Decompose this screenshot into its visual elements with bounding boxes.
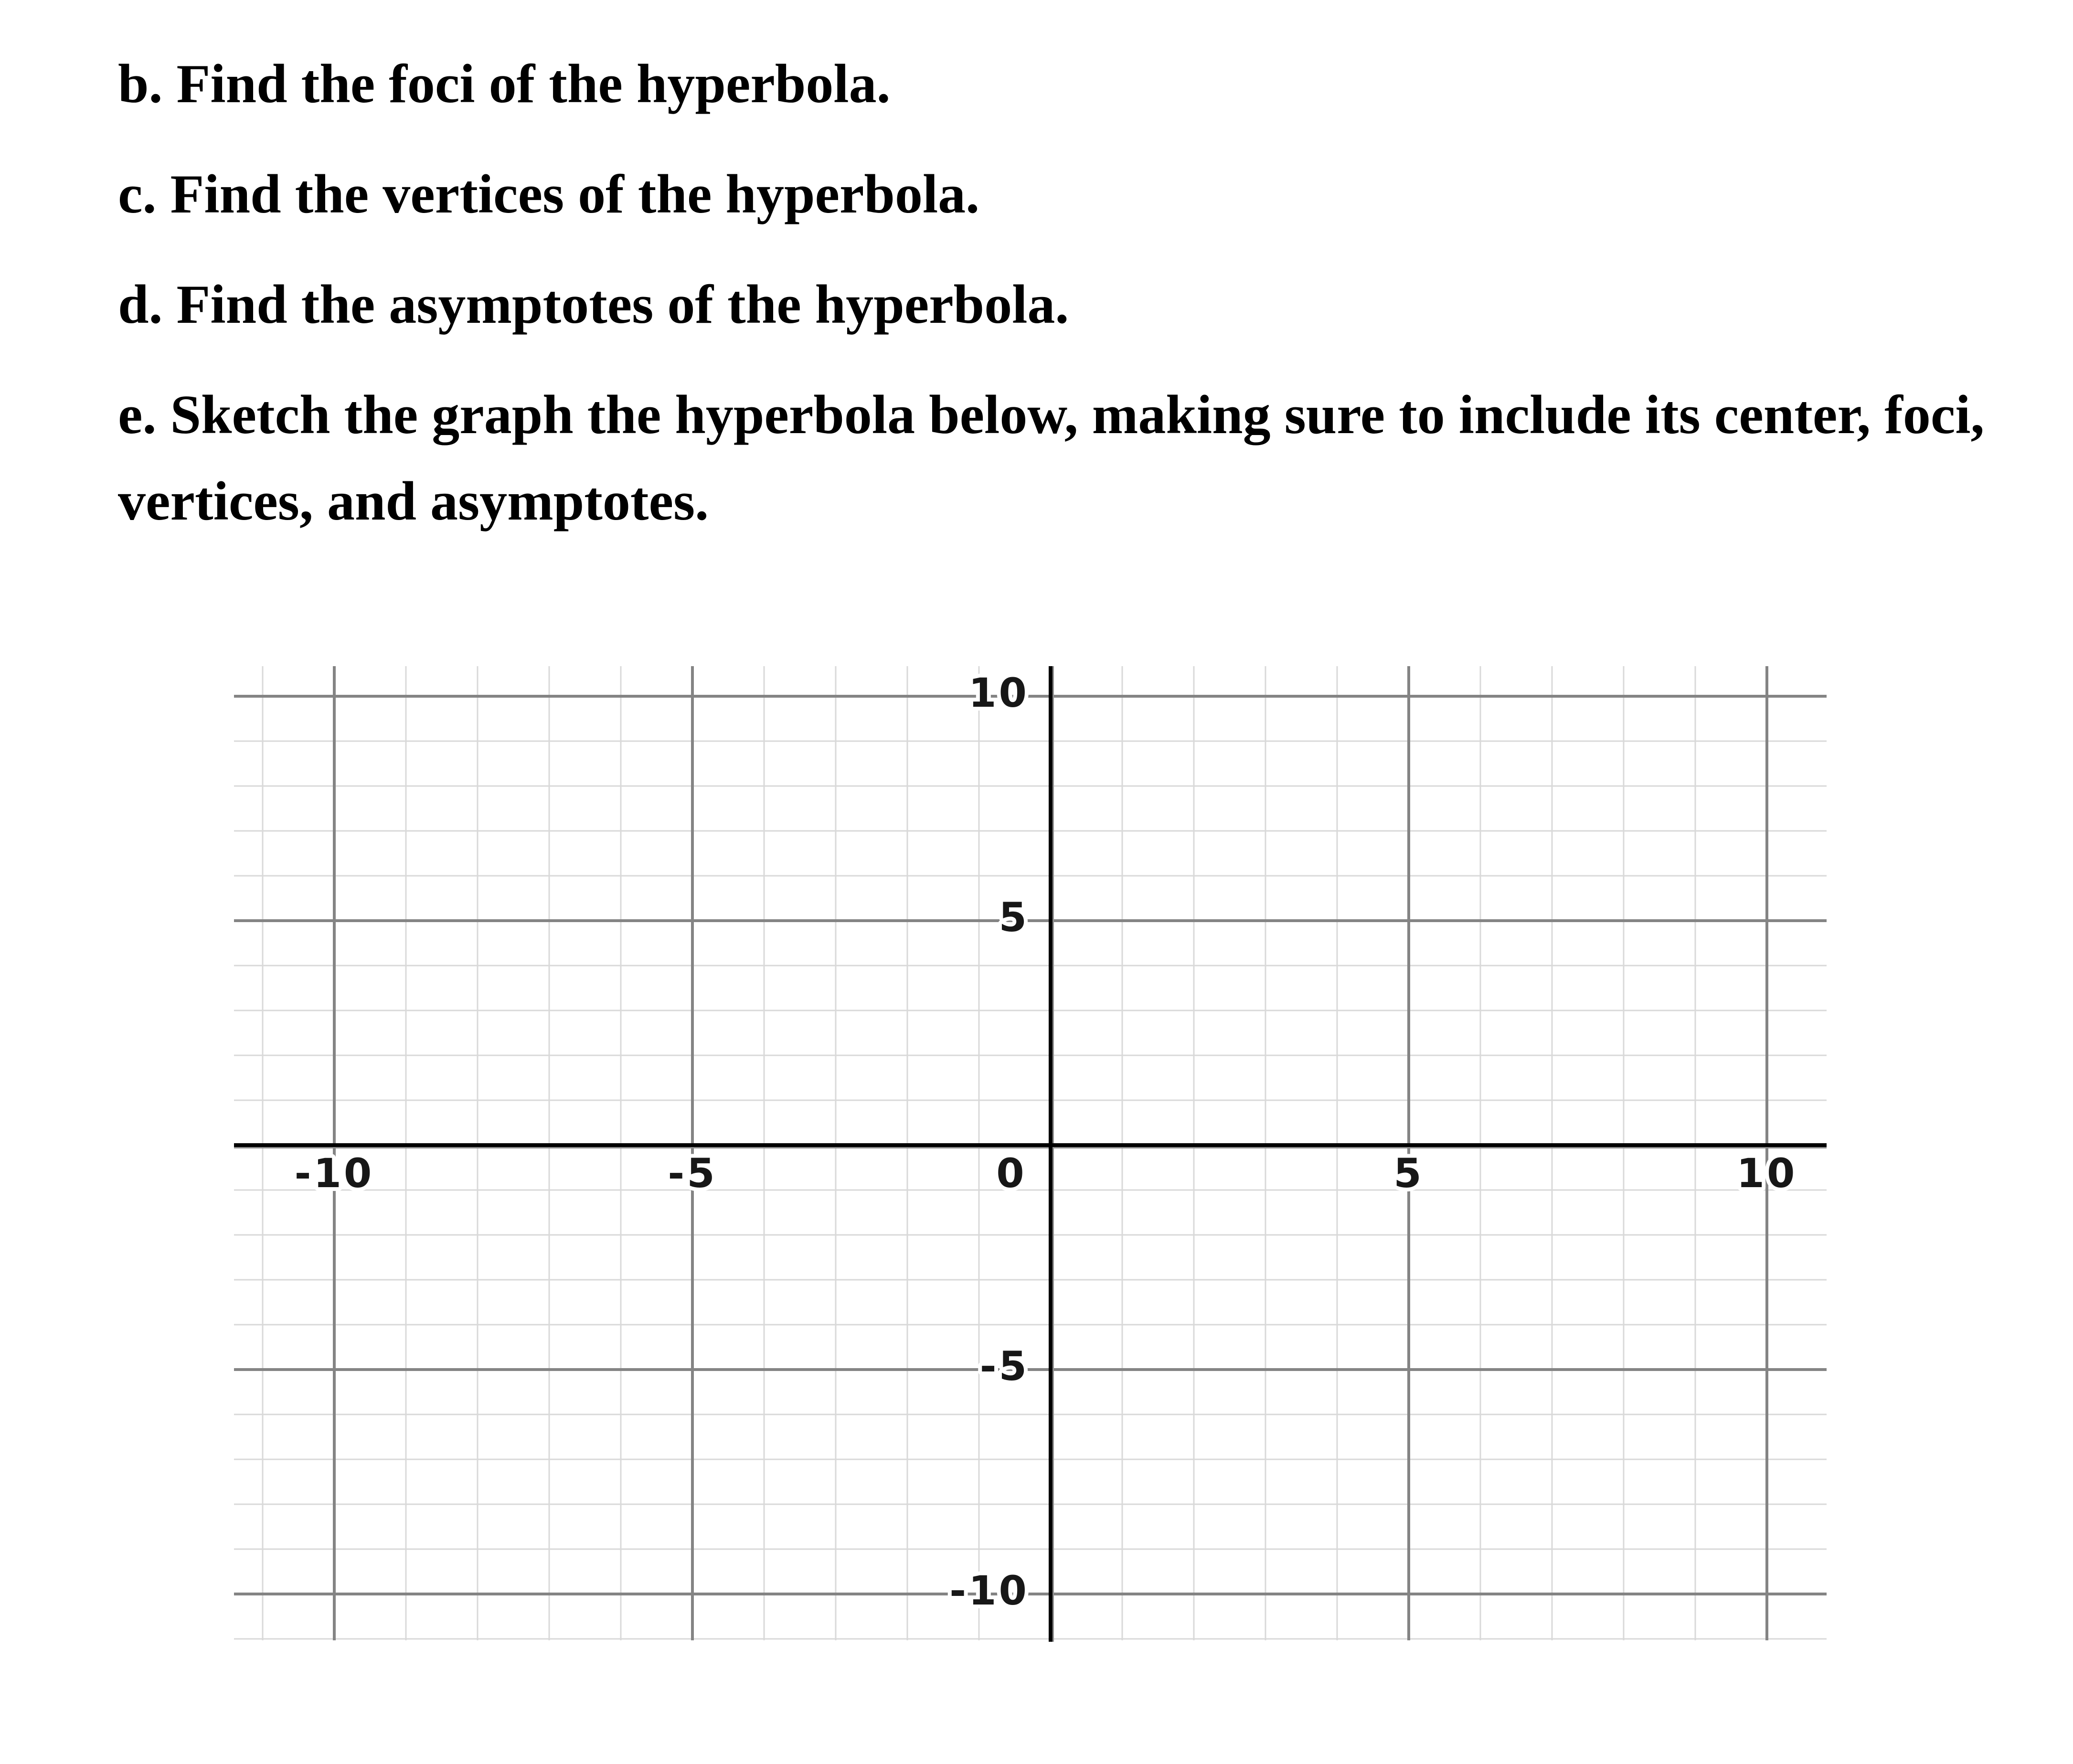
y-tick-label: -5 (979, 1343, 1029, 1390)
y-tick-label: 5 (999, 894, 1029, 941)
question-c: c. Find the vertices of the hyperbola. (118, 164, 980, 225)
graph-figure (234, 666, 1827, 1642)
coordinate-grid (234, 666, 1827, 1642)
question-e: e. Sketch the graph the hyperbola below, making sure to include its center, foci, vertices, and asymptotes. (118, 384, 1985, 532)
y-tick-label: -10 (949, 1567, 1029, 1614)
x-tick-label: 5 (1393, 1150, 1424, 1197)
y-tick-label: 10 (968, 669, 1029, 716)
x-tick-label: 0 (996, 1150, 1027, 1197)
question-b: b. Find the foci of the hyperbola. (118, 53, 891, 115)
x-tick-label: -5 (668, 1150, 717, 1197)
x-tick-label: -10 (294, 1150, 374, 1197)
question-d: d. Find the asymptotes of the hyperbola. (118, 274, 1069, 335)
x-tick-label: 10 (1736, 1150, 1797, 1197)
